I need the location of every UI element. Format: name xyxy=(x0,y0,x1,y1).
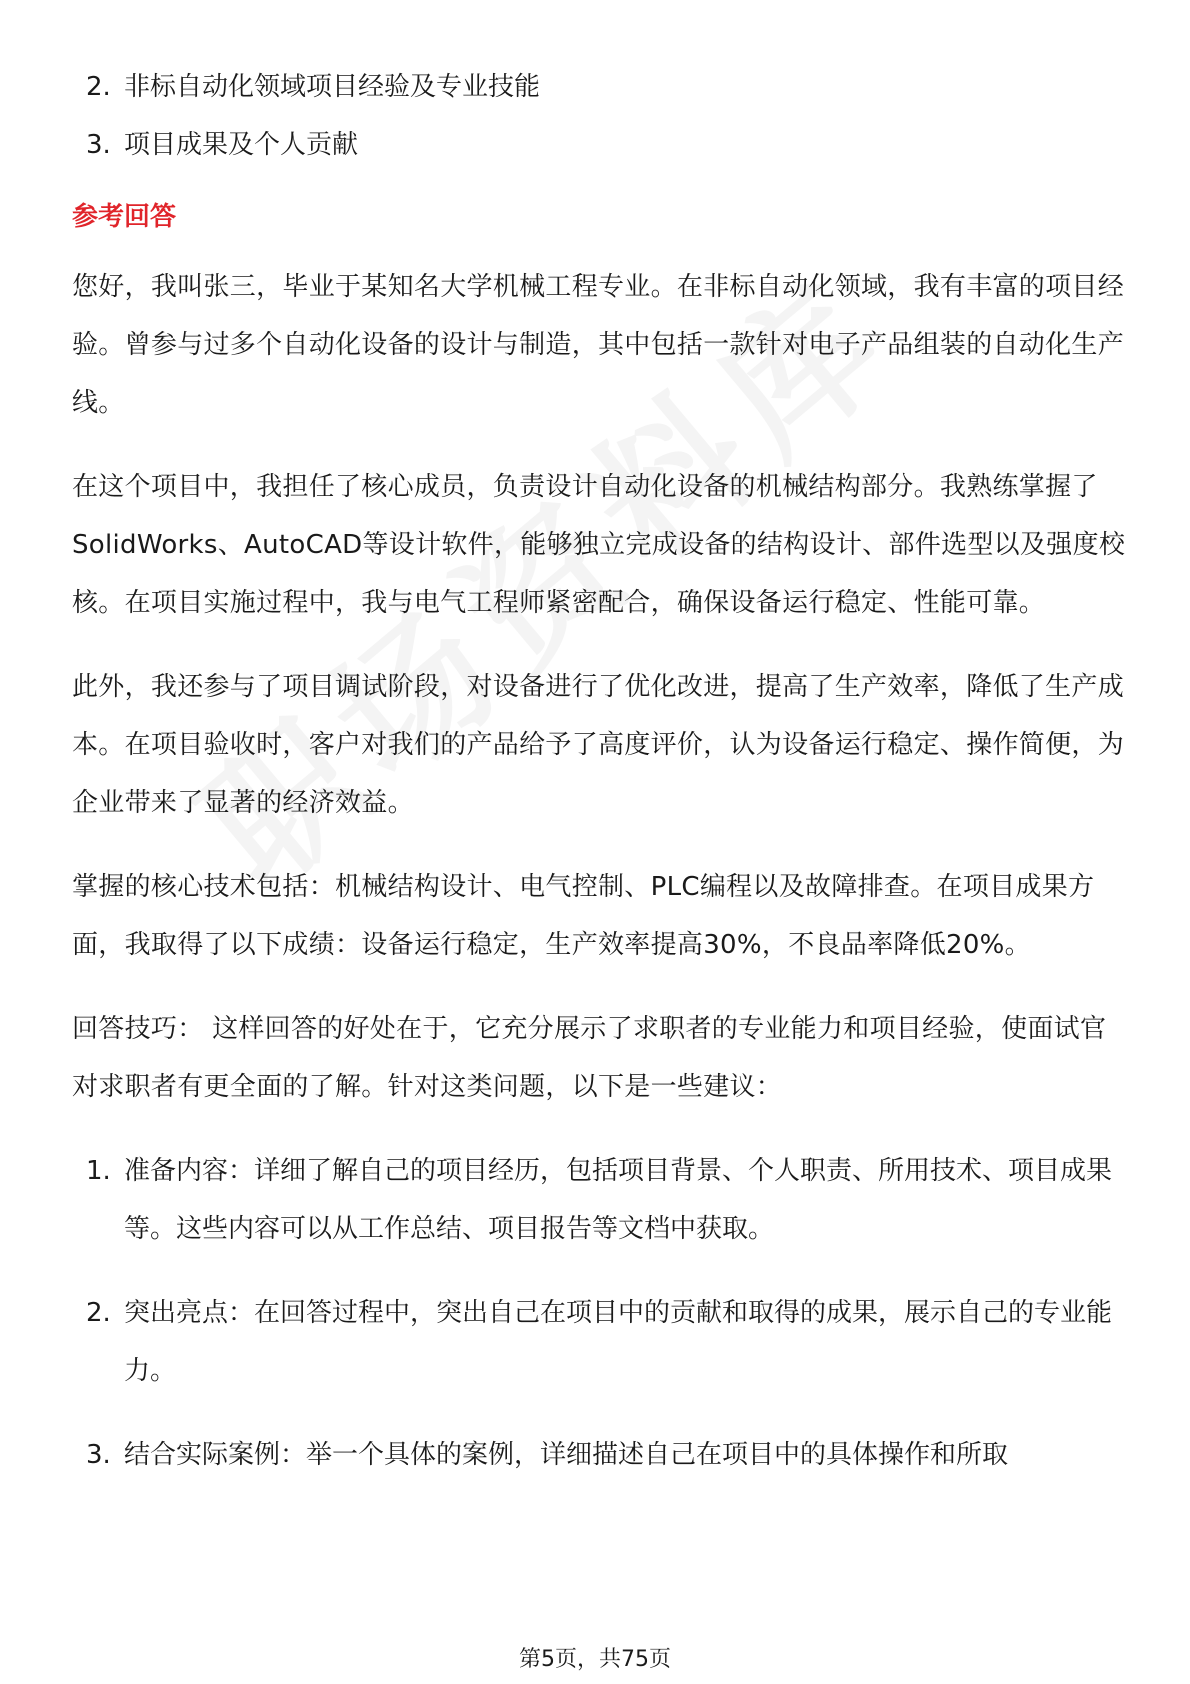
list-text: 项目成果及个人贡献 xyxy=(124,130,359,160)
list-text: 结合实际案例：举一个具体的案例，详细描述自己在项目中的具体操作和所取 xyxy=(124,1440,1009,1470)
list-number: 3. xyxy=(86,130,111,160)
page-number: 第5页，共75页 xyxy=(519,1647,671,1672)
paragraph: 您好，我叫张三，毕业于某知名大学机械工程专业。在非标自动化领域，我有丰富的项目经验。曾参与过多个自动化设备的设计与制造，其中包括一款针对电子产品组装的自动化生产线。 xyxy=(72,272,1125,418)
answer-heading: 参考回答 xyxy=(72,202,177,232)
paragraph: 掌握的核心技术包括：机械结构设计、电气控制、PLC编程以及故障排查。在项目成果方面，我取得了以下成绩：设备运行稳定，生产效率提高30%，不良品率降低20%。 xyxy=(72,872,1095,960)
list-number: 1. xyxy=(86,1156,111,1186)
tips-list xyxy=(72,1142,1128,1484)
list-number: 2. xyxy=(86,72,111,102)
list-item xyxy=(72,1426,1128,1484)
paragraph: 在这个项目中，我担任了核心成员，负责设计自动化设备的机械结构部分。我熟练掌握了SolidWorks、AutoCAD等设计软件，能够独立完成设备的结构设计、部件选型以及强度校核。在项目实施过程中，我与电气工程师紧密配合，确保设备运行稳定、性能可靠。 xyxy=(72,472,1126,618)
list-number: 3. xyxy=(86,1440,111,1470)
tips-intro: 回答技巧： 这样回答的好处在于，它充分展示了求职者的专业能力和项目经验，使面试官对求职者有更全面的了解。针对这类问题，以下是一些建议： xyxy=(72,1014,1107,1102)
list-item xyxy=(72,1284,1128,1400)
list-text: 突出亮点：在回答过程中，突出自己在项目中的贡献和取得的成果，展示自己的专业能力。 xyxy=(124,1298,1113,1386)
list-item xyxy=(72,116,1128,174)
list-item xyxy=(72,1142,1128,1258)
list-text: 准备内容：详细了解自己的项目经历，包括项目背景、个人职责、所用技术、项目成果等。这些内容可以从工作总结、项目报告等文档中获取。 xyxy=(124,1156,1113,1244)
top-list xyxy=(72,58,1128,174)
page-content xyxy=(72,58,1128,1510)
list-item xyxy=(72,58,1128,116)
list-text: 非标自动化领域项目经验及专业技能 xyxy=(124,72,541,102)
paragraph: 此外，我还参与了项目调试阶段，对设备进行了优化改进，提高了生产效率，降低了生产成本。在项目验收时，客户对我们的产品给予了高度评价，认为设备运行稳定、操作简便，为企业带来了显著的经济效益。 xyxy=(72,672,1125,818)
list-number: 2. xyxy=(86,1298,111,1328)
